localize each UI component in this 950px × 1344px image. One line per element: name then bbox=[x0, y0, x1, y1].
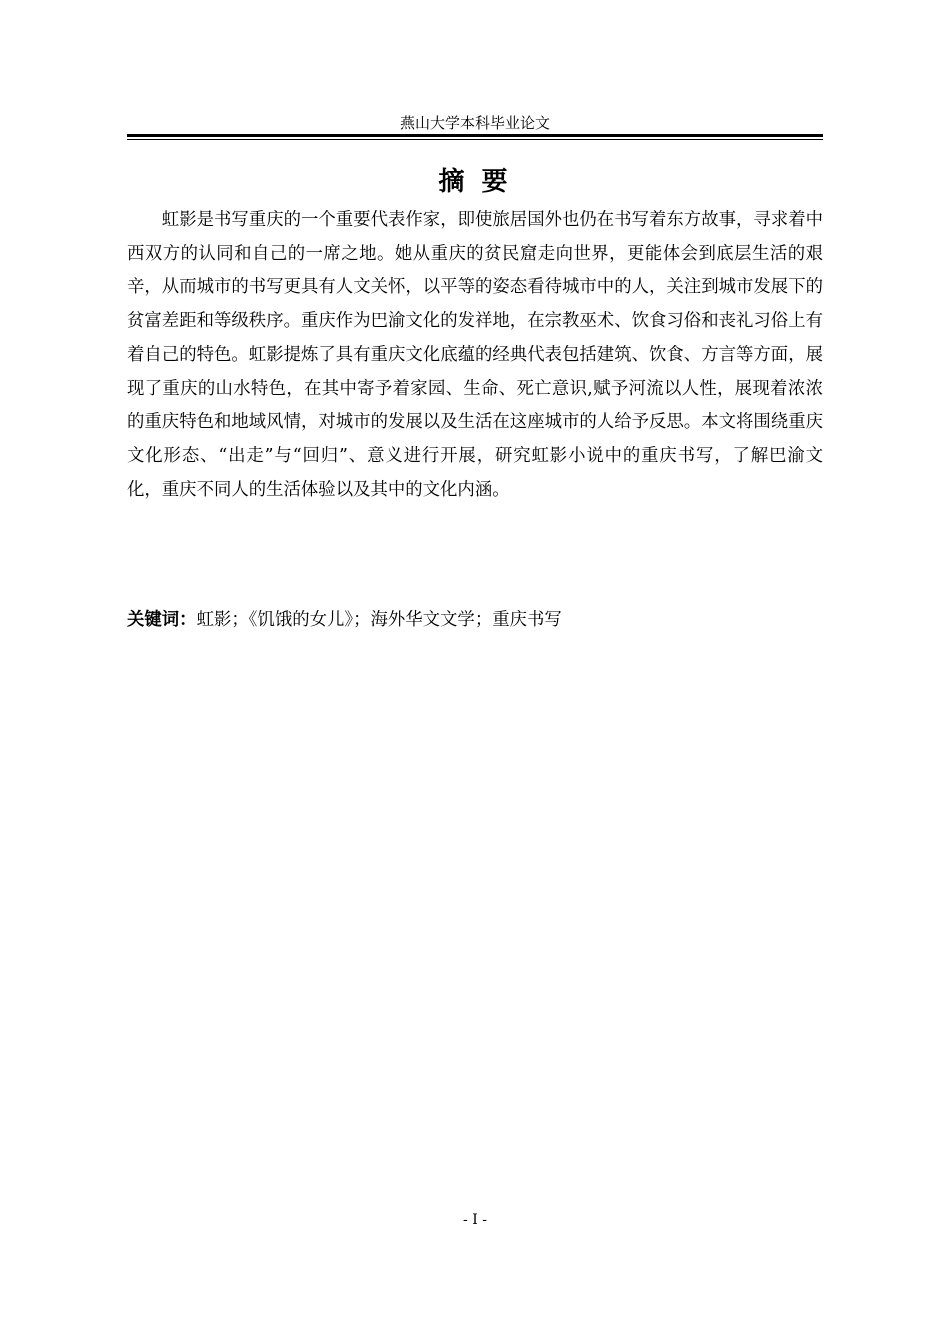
header-rule-thin bbox=[127, 139, 823, 140]
running-header: 燕山大学本科毕业论文 bbox=[399, 114, 550, 132]
page-number: - I - bbox=[463, 1212, 487, 1228]
header-rule-thick bbox=[127, 134, 823, 137]
abstract-title: 摘 要 bbox=[438, 167, 512, 197]
keywords-label: 关键词： bbox=[127, 610, 197, 630]
keywords-line bbox=[127, 606, 823, 634]
keywords-value: 虹影；《饥饿的女儿》；海外华文文学；重庆书写 bbox=[196, 610, 562, 630]
abstract-body: 虹影是书写重庆的一个重要代表作家，即使旅居国外也仍在书写着东方故事，寻求着中西双方的认同和自己的一席之地。她从重庆的贫民窟走向世界，更能体会到底层生活的艰辛，从而城市的书写更具有人文关怀，以平等的姿态看待城市中的人，关注到城市发展下的贫富差距和等级秩序。重庆作为巴渝文化的发祥地，在宗教巫术、饮食习俗和丧礼习俗上有着自己的特色。虹影提炼了具有重庆文化底蕴的经典代表包括建筑、饮食、方言等方面，展现了重庆的山水特色，在其中寄予着家园、生命、死亡意识,赋予河流以人性，展现着浓浓的重庆特色和地域风情，对城市的发展以及生活在这座城市的人给予反思。本文将围绕重庆文化形态、“出走”与“回归”、意义进行开展，研究虹影小说中的重庆书写，了解巴渝文化，重庆不同人的生活体验以及其中的文化内涵。 bbox=[127, 210, 823, 500]
